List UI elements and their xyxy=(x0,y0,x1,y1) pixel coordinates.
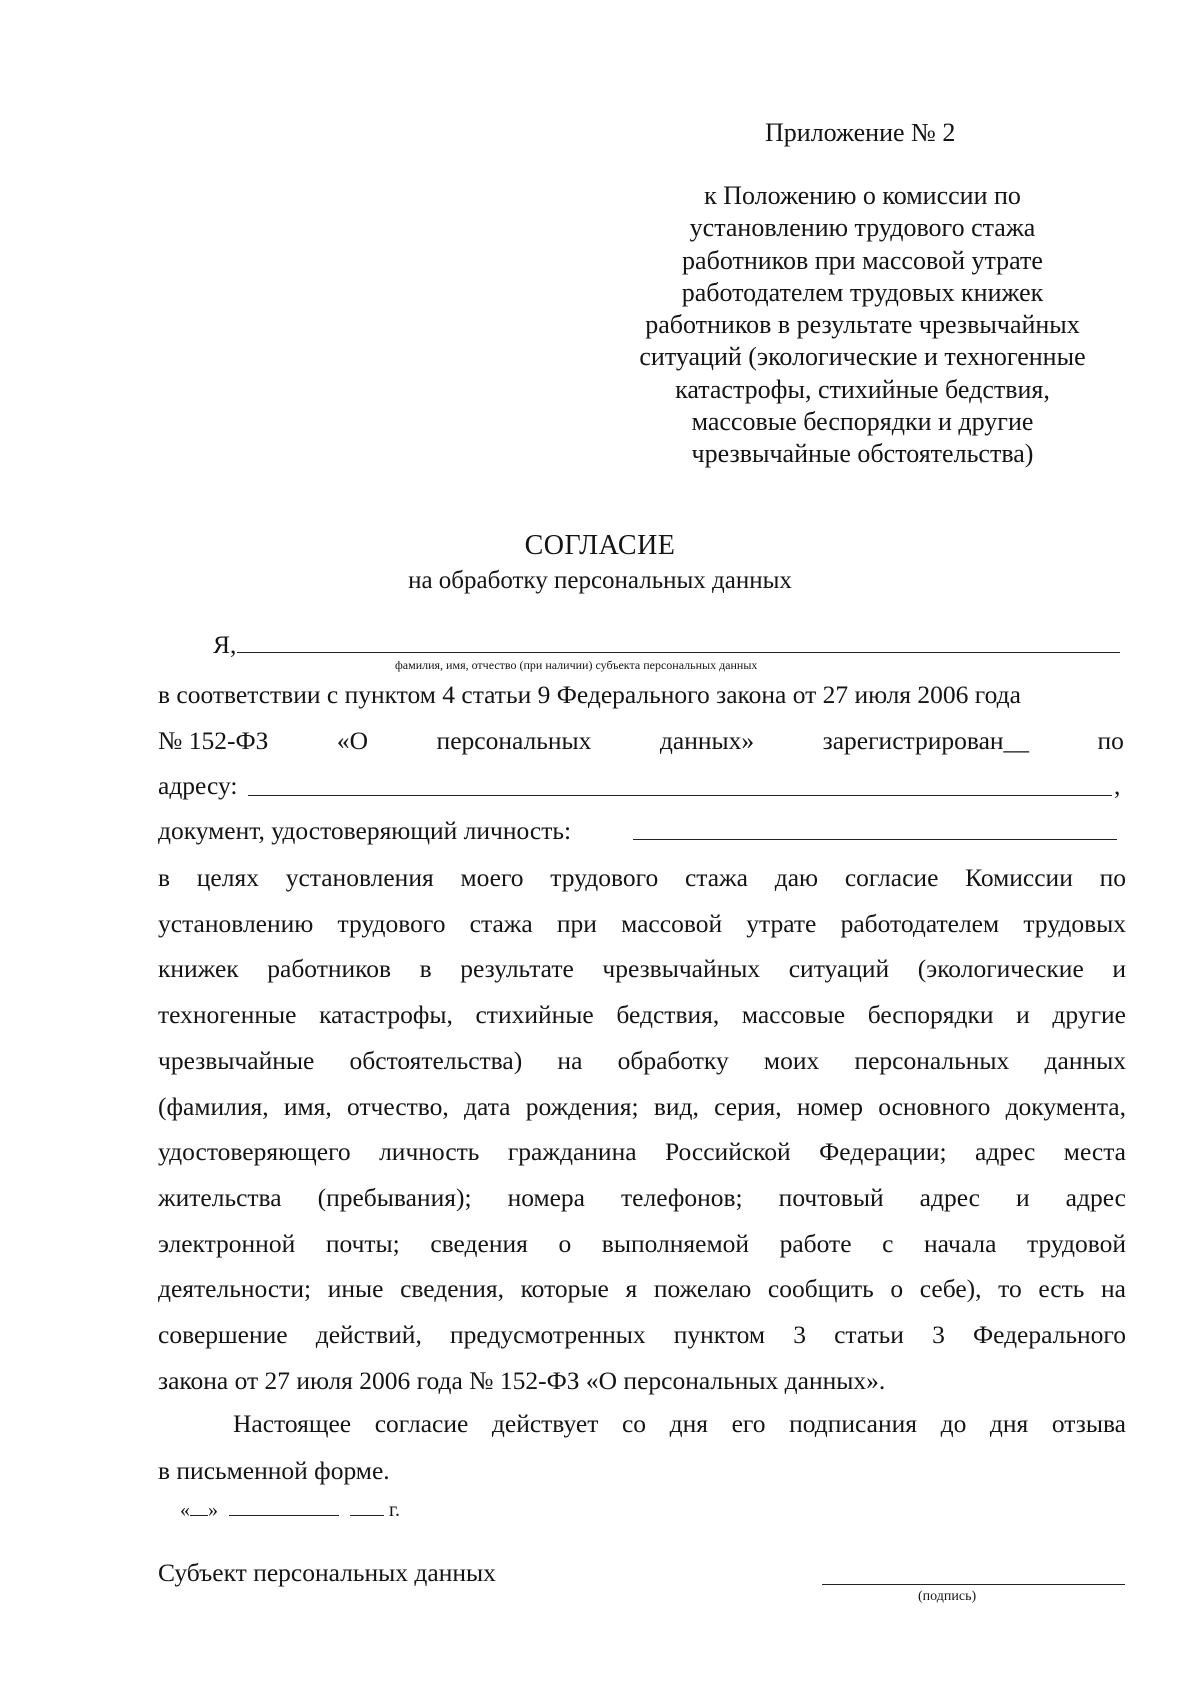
consent-line: (фамилия, имя, отчество, дата рождения; вид, серия, номер основного документа, xyxy=(158,1091,1126,1121)
date-field xyxy=(180,1497,400,1522)
fio-caption: фамилия, имя, отчество (при наличии) субъекта персональных данных xyxy=(395,658,758,672)
registration-word: № 152-ФЗ xyxy=(158,726,269,755)
registration-word: по xyxy=(1097,726,1124,755)
law-reference-line xyxy=(158,680,1128,710)
registration-word: «О xyxy=(336,726,369,755)
identity-document-label: документ, удостоверяющий личность: xyxy=(158,816,572,845)
registration-word: данных» xyxy=(659,726,755,755)
appendix-line: работников при массовой утрате xyxy=(682,245,1043,275)
registration-word: персональных xyxy=(436,726,592,755)
subject-label: Субъект персональных данных xyxy=(158,1558,496,1587)
appendix-line: работников в результате чрезвычайных xyxy=(645,310,1080,340)
year-suffix: г. xyxy=(389,1499,400,1521)
ya-label: Я, xyxy=(213,630,237,659)
consent-line: удостоверяющего личность гражданина Российской Федерации; адрес места xyxy=(158,1137,1126,1167)
signature-caption: (подпись) xyxy=(918,1589,977,1604)
consent-line: установлению трудового стажа при массовой утрате работодателем трудовых xyxy=(158,908,1126,938)
consent-paragraph xyxy=(158,855,1126,1403)
fio-blank-line[interactable] xyxy=(237,652,1120,653)
registration-line xyxy=(158,726,1124,756)
date-open-quote: « xyxy=(180,1499,190,1521)
address-comma: , xyxy=(1114,771,1121,800)
consent-line: книжек работников в результате чрезвычайных ситуаций (экологические и xyxy=(158,954,1126,984)
appendix-reference xyxy=(600,180,1125,471)
appendix-line: ситуаций (экологические и техногенные xyxy=(639,342,1086,372)
document-title: СОГЛАСИЕ xyxy=(524,530,676,561)
consent-line: деятельности; иные сведения, которые я пожелаю сообщить о себе), то есть на xyxy=(158,1274,1126,1304)
appendix-line: массовые беспорядки и другие xyxy=(691,407,1034,437)
consent-line: в целях установления моего трудового стажа даю согласие Комиссии по xyxy=(158,863,1126,892)
validity-line: в письменной форме. xyxy=(158,1456,390,1485)
law-reference-text: в соответствии с пунктом 4 статьи 9 Федерального закона от 27 июля 2006 года xyxy=(158,680,1021,709)
validity-line: Настоящее согласие действует со дня его подписания до дня отзыва xyxy=(233,1409,1126,1438)
consent-line: закона от 27 июля 2006 года № 152-ФЗ «О персональных данных». xyxy=(158,1365,886,1395)
appendix-line: работодателем трудовых книжек xyxy=(681,277,1044,307)
signature-blank-line[interactable] xyxy=(822,1584,1125,1585)
day-blank[interactable] xyxy=(190,1497,208,1516)
month-blank[interactable] xyxy=(229,1497,339,1516)
document-subtitle: на обработку персональных данных xyxy=(408,567,792,594)
consent-line: жительства (пребывания); номера телефонов; почтовый адрес и адрес xyxy=(158,1182,1126,1212)
consent-line: техногенные катастрофы, стихийные бедствия, массовые беспорядки и другие xyxy=(158,1000,1126,1030)
consent-line: электронной почты; сведения о выполняемой работе с начала трудовой xyxy=(158,1228,1126,1258)
address-label: адресу: xyxy=(158,771,238,800)
consent-line: чрезвычайные обстоятельства) на обработку моих персональных данных xyxy=(158,1045,1126,1075)
appendix-line: катастрофы, стихийные бедствия, xyxy=(675,374,1050,404)
year-blank[interactable] xyxy=(350,1497,384,1516)
identity-document-blank-line[interactable] xyxy=(633,839,1117,840)
appendix-line: чрезвычайные обстоятельства) xyxy=(691,439,1034,469)
registration-word: зарегистрирован__ xyxy=(822,726,1030,755)
validity-paragraph xyxy=(158,1400,1126,1494)
appendix-number: Приложение № 2 xyxy=(765,118,956,147)
address-blank-line[interactable] xyxy=(248,795,1112,796)
appendix-line: к Положению о комиссии по xyxy=(704,181,1021,210)
appendix-line: установлению трудового стажа xyxy=(689,213,1036,243)
date-close-quote: » xyxy=(208,1499,218,1521)
consent-line: совершение действий, предусмотренных пунктом 3 статьи 3 Федерального xyxy=(158,1320,1126,1350)
